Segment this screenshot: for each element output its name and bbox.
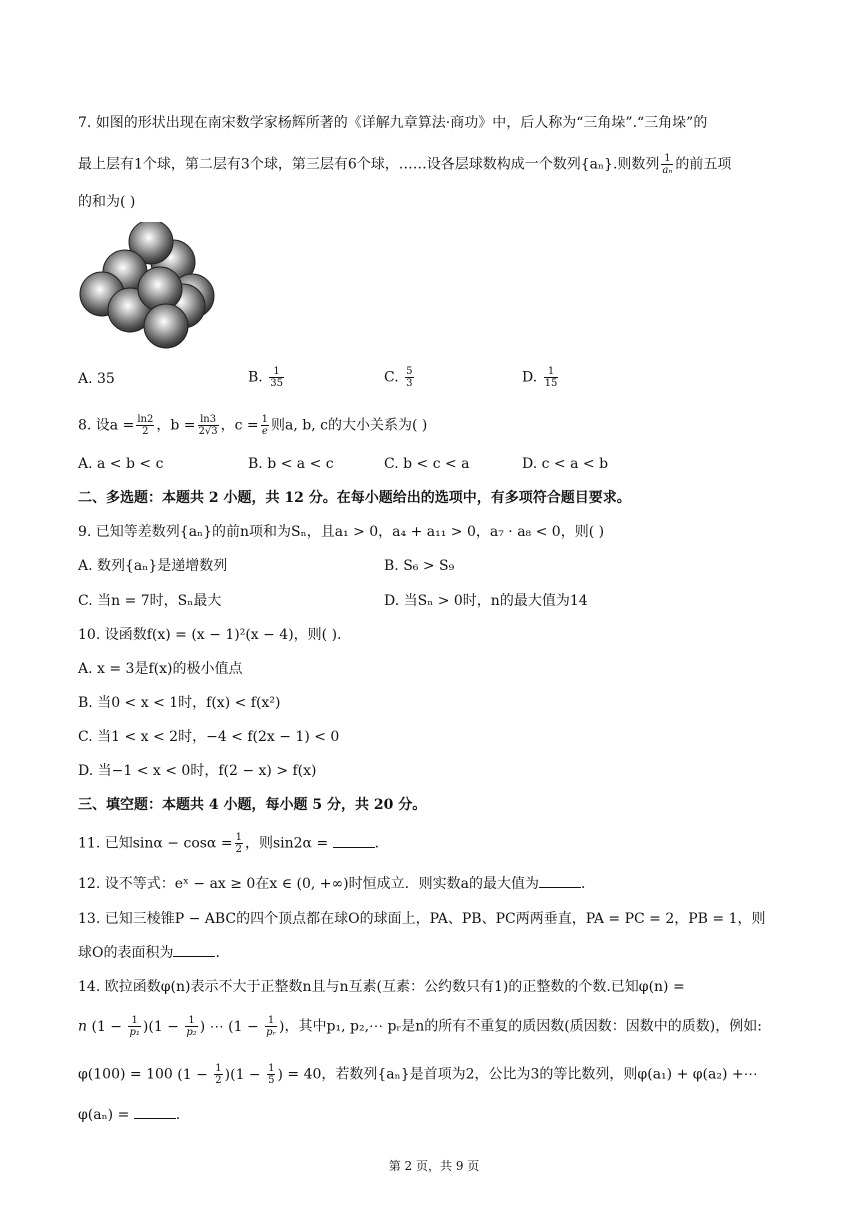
frac-den: 2 [142,426,149,437]
section-multi-choice-heading: 二、多选题：本题共 2 小题，共 12 分。在每小题给出的选项中，有多项符合题目要求。 [78,490,631,506]
q14-line2-text: ，其中p₁, p₂,⋯ pᵣ是n的所有不重复的质因数(质因数：因数中的质数)，例如: [284,1018,762,1035]
q7-d-fraction [544,366,559,389]
answer-blank [333,835,375,848]
q10-stem: 10. 设函数f(x) = (x − 1)²(x − 4)，则( ). [78,627,342,643]
option-label: B. [248,369,263,386]
q14-n: n [78,1018,88,1035]
frac-num: ln2 [137,414,154,425]
q9-option-a: A. 数列{aₙ}是递增数列 [78,558,228,574]
q14-frac-pr: $\frac{1}{\text{pᵣ}}$ [266,1015,277,1038]
q11-fraction [235,832,243,855]
q10-option-a: A. x = 3是f(x)的极小值点 [78,661,243,677]
q14-frac-p2: $\frac{1}{\text{p₂}}$ [186,1015,197,1038]
q8-b-fraction [198,414,219,437]
q12-end: . [580,876,586,892]
frac-den: 3 [406,378,413,389]
q7-line2 [78,153,731,176]
q8-option-c: C. b < c < a [384,456,470,472]
q7-option-d [522,366,560,389]
q9-option-d: D. 当Sₙ > 0时，n的最大值为14 [384,593,588,609]
page-footer: 第 2 页，共 9 页 [388,1159,480,1173]
frac-den: pᵣ [266,1027,277,1038]
answer-blank [173,944,215,957]
q8-stem [78,414,427,437]
q11-stem [78,832,379,855]
frac-den: 35 [270,378,283,389]
q8-c-fraction [261,414,269,437]
q7-c-fraction [405,366,413,389]
q7-frac-num: 1 [661,153,673,165]
q14-line3-text: = 40，若数列{aₙ}是首项为2，公比为3的等比数列，则φ(a₁) + φ(a₂) +⋯ [287,1066,758,1083]
q10-option-d: D. 当−1 < x < 0时，f(2 − x) > f(x) [78,763,317,779]
frac-den: e [261,426,268,437]
q12-stem [78,874,585,894]
q14-line1: 14. 欧拉函数φ(n)表示不大于正整数n且与n互素(互素：公约数只有1)的正整数的个数.已知φ(n) = [78,979,685,995]
frac-den: p₂ [186,1027,197,1038]
frac-den: 15 [544,378,558,389]
q14-product: (1 − $\frac{1}{\text{p₁}}$ )(1 − $\frac{1}{\text{p₂}}$ ) ⋯ (1 − $\frac{1}{\text{pᵣ}}$ ) [91,1015,285,1038]
section-fill-blank-heading: 三、填空题：本题共 4 小题，每小题 5 分，共 20 分。 [78,797,427,813]
q13-line2 [78,943,220,963]
frac-num: ln3 [198,414,219,426]
q14-line4-text: φ(aₙ) = [78,1107,130,1123]
frac-num: 1 [235,832,242,843]
q7-line3: 的和为( ) [78,194,136,210]
q8-option-d: D. c < a < b [522,456,609,472]
q13-text: 球O的表面积为 [78,945,174,961]
option-label: C. [384,369,399,386]
frac-num: 1 [261,414,269,425]
q7-frac-den: aₙ [662,165,673,176]
q8-option-a: A. a < b < c [78,456,164,472]
q7-line2-end: 的前五项 [675,156,732,173]
answer-blank [134,1106,176,1119]
q8-prefix: 8. 设a = [78,417,135,434]
q8-suffix: 则a, b, c的大小关系为( ) [271,417,428,434]
frac-den: p₁ [129,1027,140,1038]
q8-mid1: ，b = [156,417,196,434]
q9-option-c: C. 当n = 7时，Sₙ最大 [78,593,222,609]
option-label: D. [522,369,538,386]
q14-line4 [78,1105,180,1125]
q13-line1: 13. 已知三棱锥P − ABC的四个顶点都在球O的球面上，PA、PB、PC两两垂直，PA = PC = 2，PB = 1，则 [78,911,766,927]
frac-den: 2 [235,844,242,855]
frac-num: 5 [406,366,413,377]
q14-line3 [78,1063,758,1086]
q14-line2 [78,1015,762,1038]
q7-line1: 7. 如图的形状出现在南宋数学家杨辉所著的《详解九章算法·商功》中，后人称为“三角垛”.“三角垛”的 [78,115,708,131]
q10-option-c: C. 当1 < x < 2时，−4 < f(2x − 1) < 0 [78,729,340,745]
q9-stem: 9. 已知等差数列{aₙ}的前n项和为Sₙ，且a₁ > 0，a₄ + a₁₁ > 0，a₇ · a₈ < 0，则( ) [78,524,605,540]
q7-option-b [248,366,286,389]
q14-end: . [175,1107,181,1123]
sphere [144,304,188,348]
q8-a-fraction [136,414,154,437]
frac-num: 1 [269,366,284,378]
q14-example-prefix: φ(100) = 100 [78,1066,173,1083]
q11-end: . [374,835,380,852]
q8-option-b: B. b < a < c [248,456,334,472]
q7-line2-text: 最上层有1个球，第二层有3个球，第三层有6个球，……设各层球数构成一个数列{aₙ}.则数列 [78,156,660,173]
q7-fraction [661,153,673,176]
frac-num: 1 [544,366,559,378]
q11-suffix: ，则sin2α = [244,835,329,852]
q7-b-fraction [269,366,284,389]
q9-option-b: B. S₆ > S₉ [384,558,455,574]
q7-option-c [384,366,416,389]
q12-text: 12. 设不等式：eˣ − ax ≥ 0在x ∈ (0, +∞)时恒成立．则实数a的最大值为 [78,876,539,892]
q7-option-a: A. 35 [78,371,115,387]
q10-option-b: B. 当0 < x < 1时，f(x) < f(x²) [78,695,281,711]
q13-end: . [215,945,220,961]
q8-mid2: ，c = [220,417,259,434]
q14-example-product: (1 − $\frac{1}{2}$ )(1 − $\frac{1}{5}$ ) [177,1063,283,1086]
q14-frac-p1: $\frac{1}{\text{p₁}}$ [129,1015,140,1038]
q11-prefix: 11. 已知sinα − cosα = [78,835,233,852]
answer-blank [539,875,581,888]
frac-den: 2√3 [198,426,218,437]
triangular-pile-figure [78,222,223,352]
